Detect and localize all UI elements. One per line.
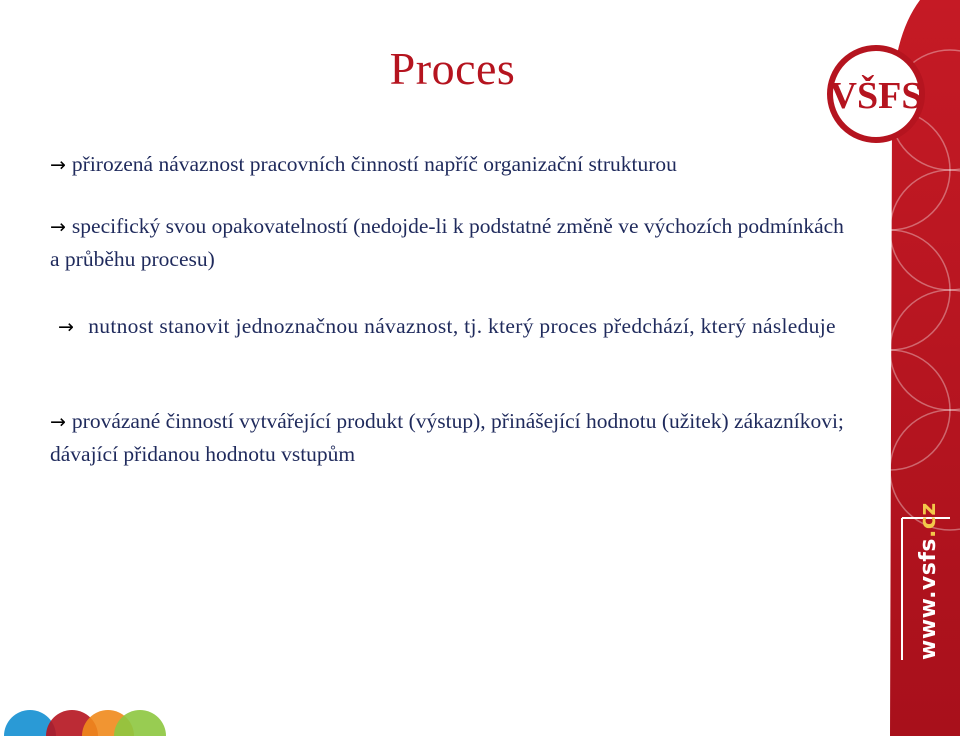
website-url — [916, 502, 941, 660]
bullet-text: specifický svou opakovatelností (nedojde-li k podstatné změně ve výchozích podmínkách a průběhu procesu) — [50, 214, 844, 271]
bullet-text: provázané činností vytvářející produkt (výstup), přinášející hodnotu (užitek) zákazníkovi; dávající přidanou hodnotu vstupům — [50, 409, 844, 466]
logo-text: VŠFS — [829, 75, 923, 117]
website-main: www.vsfs — [916, 537, 941, 660]
arrow-icon: → — [50, 411, 66, 433]
bullet-item — [50, 148, 850, 181]
bullet-item — [50, 310, 850, 343]
bullet-item — [50, 210, 850, 275]
arrow-icon: → — [50, 154, 66, 176]
bullet-text: přirozená návaznost pracovních činností napříč organizační strukturou — [71, 152, 677, 176]
bullet-item — [50, 405, 850, 470]
website-tld: .cz — [916, 502, 941, 538]
circle-green — [114, 710, 166, 736]
arrow-icon: → — [58, 316, 75, 338]
slide-title: Proces — [389, 43, 516, 94]
arrow-icon: → — [50, 216, 66, 238]
decorative-circles — [0, 700, 180, 736]
bullet-text: nutnost stanovit jednoznačnou návaznost, tj. který proces předchází, který následuje — [88, 314, 836, 338]
vsfs-logo — [826, 44, 926, 144]
